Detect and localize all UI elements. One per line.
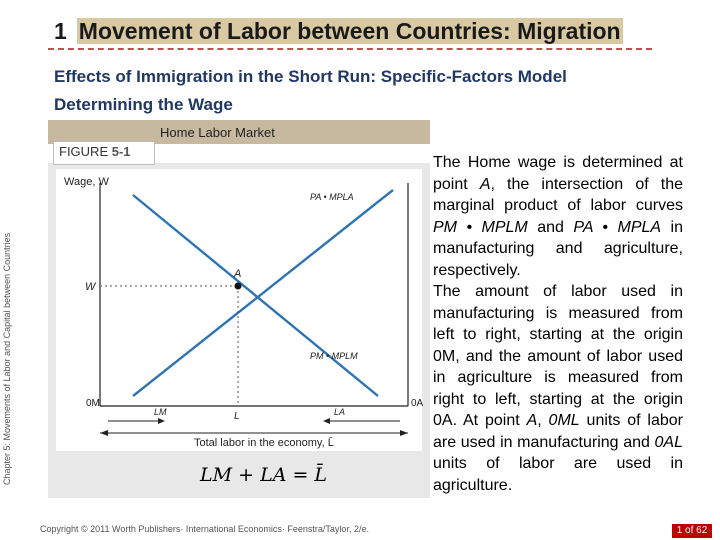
lm-label: LM: [154, 407, 167, 417]
explanation-paragraph-1: The Home wage is determined at point A, the intersection of the marginal product of labor curves PM • MPLM and PA • MPLA in manufacturing and agriculture, respectively.: [433, 154, 684, 279]
curve-m-label: PM • MPLM: [310, 351, 358, 361]
slide-title: [54, 18, 623, 45]
point-a-label: A: [234, 268, 242, 280]
copyright-footer: Copyright © 2011 Worth Publishers· International Economics· Feenstra/Taylor, 2/e.: [40, 524, 369, 534]
curve-a-label: PA • MPLA: [310, 192, 354, 202]
title-text: Movement of Labor between Countries: Migration: [78, 18, 621, 44]
market-label: Home Labor Market: [160, 125, 275, 140]
figure-number: 5-1: [111, 144, 131, 159]
section-number: 1: [54, 18, 67, 44]
la-label: LA: [334, 407, 346, 417]
chapter-side-label: Chapter 5: Movements of Labor and Capital between Countries: [2, 232, 12, 485]
l-label: L: [234, 411, 240, 422]
origin-m-label: 0M: [86, 398, 100, 409]
page-number: 1 of 62: [672, 524, 712, 538]
labor-equation: LM + LA = L̄: [200, 464, 328, 486]
subtitle-wage: Determining the Wage: [54, 95, 233, 114]
explanation-paragraph-2: The amount of labor used in manufacturing is measured from left to right, starting at the origin 0M, and the amount of labor used in agriculture is measured from right to left, starting at the origin 0A. At point A, 0ML units of labor are used in manufacturing and 0AL units of labor are used in agriculture.: [433, 283, 683, 494]
specific-factors-diagram: [48, 163, 430, 498]
figure-label: [59, 144, 131, 159]
explanation-text: [433, 152, 683, 496]
origin-a-label: 0A: [411, 398, 424, 409]
figure-prefix: FIGURE: [59, 144, 112, 159]
y-axis-label: Wage, W: [64, 176, 109, 188]
subtitle-effects: Effects of Immigration in the Short Run: Specific-Factors Model: [54, 67, 567, 86]
x-axis-label: Total labor in the economy, L̄: [194, 437, 334, 449]
equilibrium-point: [235, 283, 242, 290]
wage-label: W: [85, 281, 96, 293]
